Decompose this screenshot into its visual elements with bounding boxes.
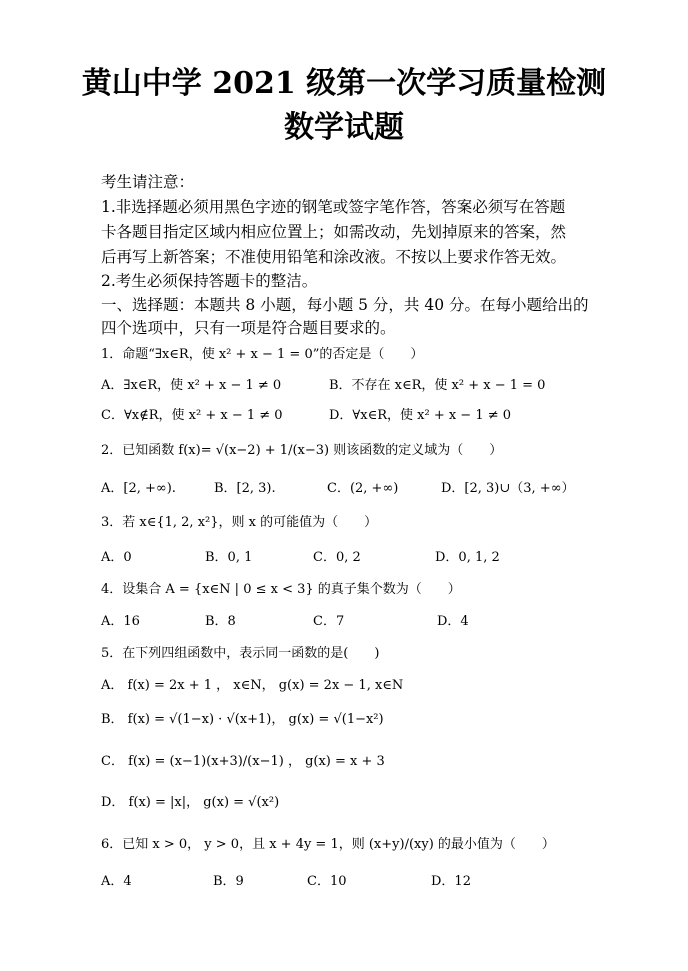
notice-line: 2.考生必须保持答题卡的整洁。 [101,272,318,290]
option-d: D．∀x∈R，使 x² + x − 1 ≠ 0 [329,408,512,423]
option-b: B．8 [205,614,236,629]
option-b: B．0, 1 [205,550,253,565]
option-d: D．4 [437,614,469,629]
question-options [101,612,601,632]
option-a: A．∃x∈R，使 x² + x − 1 ≠ 0 [101,378,282,393]
question-stem: 5．在下列四组函数中，表示同一函数的是( ) [101,646,380,661]
option-a: A． f(x) = 2x + 1 ， x∈N， g(x) = 2x − 1, x∈N [101,678,404,693]
question-options [101,406,601,426]
notice-line: 1.非选择题必须用黑色字迹的钢笔或签字笔作答，答案必须写在答题 [101,198,566,216]
option-a: A．[2, +∞). [101,481,176,496]
option-d: D． f(x) = |x|， g(x) = √(x²) [101,795,280,810]
notice-heading: 考生请注意： [101,173,195,191]
exam-title: 黄山中学 2021 级第一次学习质量检测 [81,66,607,101]
option-b: B．9 [213,874,244,889]
option-a: A．16 [101,614,140,629]
question-stem: 2．已知函数 f(x)= √(x−2) + 1/(x−3) 则该函数的定义域为（ ） [101,443,503,458]
exam-subtitle: 数学试题 [284,110,404,145]
question-options [101,872,601,892]
question-stem: 6．已知 x > 0， y > 0，且 x + 4y = 1，则 (x+y)/(xy) 的最小值为（ ） [101,837,555,852]
section-heading: 四个选项中，只有一项是符合题目要求的。 [101,319,396,337]
question-options [101,548,601,568]
option-c: C．7 [313,614,345,629]
option-d: D．[2, 3)∪（3, +∞） [441,481,575,496]
question-stem: 1．命题“∃x∈R，使 x² + x − 1 = 0”的否定是（ ） [101,347,424,362]
option-c: C．(2, +∞) [327,481,399,496]
option-a: A．4 [101,874,132,889]
option-c: C．10 [307,874,347,889]
option-c: C． f(x) = (x−1)(x+3)/(x−1) ， g(x) = x + 3 [101,754,385,769]
option-d: D．0, 1, 2 [435,550,500,565]
option-c: C．0, 2 [313,550,361,565]
question-options [101,376,601,396]
option-b: B．[2, 3). [214,481,276,496]
option-a: A．0 [101,550,132,565]
question-stem: 4．设集合 A = {x∈N | 0 ≤ x < 3} 的真子集个数为（ ） [101,582,461,597]
option-d: D．12 [431,874,471,889]
notice-line: 后再写上新答案；不准使用铅笔和涂改液。不按以上要求作答无效。 [101,248,567,266]
notice-line: 卡各题目指定区域内相应位置上；如需改动，先划掉原来的答案，然 [101,223,567,241]
section-heading: 一、选择题：本题共 8 小题，每小题 5 分，共 40 分。在每小题给出的 [101,296,589,314]
option-c: C．∀x∉R，使 x² + x − 1 ≠ 0 [101,408,283,423]
question-stem: 3．若 x∈{1, 2, x²}，则 x 的可能值为（ ） [101,515,378,530]
option-b: B． f(x) = √(1−x) · √(x+1)， g(x) = √(1−x²) [101,712,384,727]
option-b: B．不存在 x∈R，使 x² + x − 1 = 0 [329,378,546,393]
question-options [101,479,601,499]
